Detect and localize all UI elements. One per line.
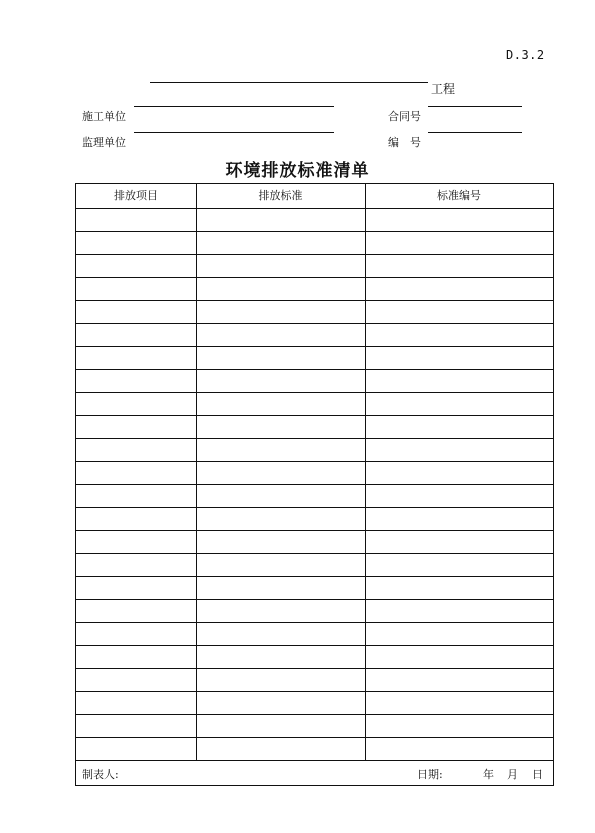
table-row: [76, 392, 553, 393]
table-row: [76, 691, 553, 692]
project-name-line[interactable]: [150, 82, 428, 83]
construction-unit-line[interactable]: [134, 106, 334, 107]
header-standard-number: 标准编号: [437, 189, 481, 202]
emission-standards-table: [75, 183, 554, 786]
table-header: [76, 184, 553, 209]
table-row: [76, 553, 553, 554]
table-row: [76, 622, 553, 623]
table-row: [76, 323, 553, 324]
table-footer: [76, 760, 553, 785]
table-row: [76, 576, 553, 577]
table-row: [76, 231, 553, 232]
table-row: [76, 645, 553, 646]
table-row: [76, 668, 553, 669]
month-label: 月: [507, 768, 518, 781]
table-row: [76, 484, 553, 485]
project-suffix: 工程: [431, 82, 456, 96]
table-row: [76, 254, 553, 255]
header-emission-standard: 排放标准: [258, 189, 303, 202]
column-divider: [365, 184, 366, 760]
table-row: [76, 507, 553, 508]
table-row: [76, 714, 553, 715]
table-row: [76, 461, 553, 462]
column-divider: [196, 184, 197, 760]
header-emission-item: 排放项目: [114, 189, 158, 202]
year-label: 年: [483, 768, 494, 781]
table-row: [76, 530, 553, 531]
table-row: [76, 737, 553, 738]
table-row: [76, 346, 553, 347]
serial-no-label: 编 号: [388, 136, 421, 149]
day-label: 日: [532, 768, 543, 781]
doc-code: D.3.2: [506, 48, 545, 62]
preparer-label: 制表人:: [82, 768, 119, 781]
serial-no-line[interactable]: [428, 132, 522, 133]
table-row: [76, 369, 553, 370]
table-row: [76, 300, 553, 301]
supervision-unit-line[interactable]: [134, 132, 334, 133]
construction-unit-label: 施工单位: [82, 110, 126, 123]
table-row: [76, 438, 553, 439]
table-row: [76, 277, 553, 278]
table-row: [76, 415, 553, 416]
table-row: [76, 599, 553, 600]
contract-no-line[interactable]: [428, 106, 522, 107]
supervision-unit-label: 监理单位: [82, 136, 126, 149]
date-label: 日期:: [417, 768, 443, 781]
page-title: 环境排放标准清单: [225, 161, 370, 181]
contract-no-label: 合同号: [388, 110, 421, 123]
